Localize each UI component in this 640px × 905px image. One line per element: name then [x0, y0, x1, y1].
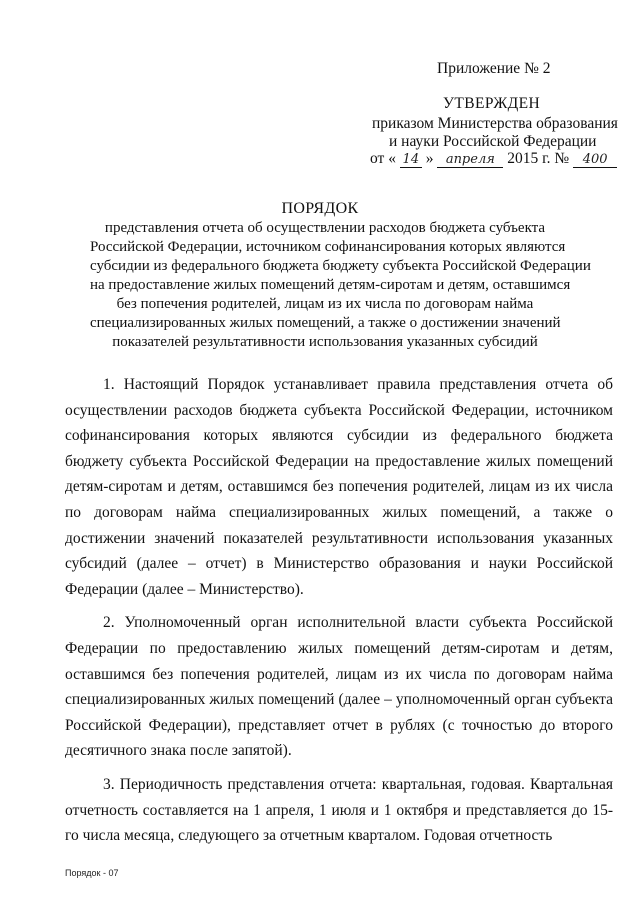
subtitle-line: субсидии из федерального бюджета бюджету субъекта Российской Федерации — [90, 258, 591, 274]
paragraph-3: 3. Периодичность представления отчета: квартальная, годовая. Квартальная отчетность составляется на 1 апреля, 1 июля и 1 октября и представляется до 15-го числа месяца, следующего за отчетным кварталом. Годовая отчетность — [65, 775, 613, 845]
paragraph-1: 1. Настоящий Порядок устанавливает правила представления отчета об осуществлении расходов бюджета субъекта Российской Федерации, источником софинансирования которых являются субсидии из федерального бюджета бюджету субъекта Российской Федерации на предоставление жилых помещений детям-сиротам и детям, оставшимся без попечения родителей, лицам из их числа по договорам найма специализированных жилых помещений, а также о достижении значений показателей результативности использования указанных субсидий (далее – отчет) в Министерство образования и науки Российской Федерации (далее – Министерство). — [65, 376, 613, 598]
subtitle-line: специализированных жилых помещений, а также о достижении значений — [90, 315, 561, 331]
subtitle-line: показателей результативности использования указанных субсидий — [112, 334, 538, 350]
order-line-2: и науки Российской Федерации — [389, 133, 597, 150]
handwritten-order-number: 400 — [573, 153, 617, 168]
document-body — [65, 372, 613, 857]
date-year: 2015 г. № — [507, 150, 570, 167]
document-subtitle — [90, 219, 591, 352]
appendix-label: Приложение № 2 — [437, 60, 551, 77]
subtitle-line: Российской Федерации, источником софинансирования которых являются — [90, 239, 566, 255]
page-footer: Порядок - 07 — [65, 868, 119, 878]
handwritten-day: 14 — [400, 153, 422, 168]
handwritten-month: апреля — [437, 153, 503, 168]
subtitle-line: представления отчета об осуществлении расходов бюджета субъекта — [104, 220, 546, 236]
date-mid: » — [425, 150, 434, 167]
paragraph-2: 2. Уполномоченный орган исполнительной власти субъекта Российской Федерации по предоставлению жилых помещений детям-сиротам и детям, оставшимся без попечения родителей, лицам из их числа по договорам найма специализированных жилых помещений (далее – уполномоченный орган субъекта Российской Федерации), представляет отчет в рублях (с точностью до второго десятичного знака после запятой). — [65, 614, 613, 760]
order-date-line — [370, 150, 617, 168]
subtitle-line: без попечения родителей, лицам из их числа по договорам найма — [116, 296, 534, 312]
document-title: ПОРЯДОК — [281, 200, 359, 217]
order-line-1: приказом Министерства образования — [372, 115, 618, 132]
date-prefix: от « — [370, 150, 396, 167]
subtitle-line: на предоставление жилых помещений детям-сиротам и детям, оставшимся — [90, 277, 571, 293]
approved-label: УТВЕРЖДЕН — [443, 95, 541, 112]
